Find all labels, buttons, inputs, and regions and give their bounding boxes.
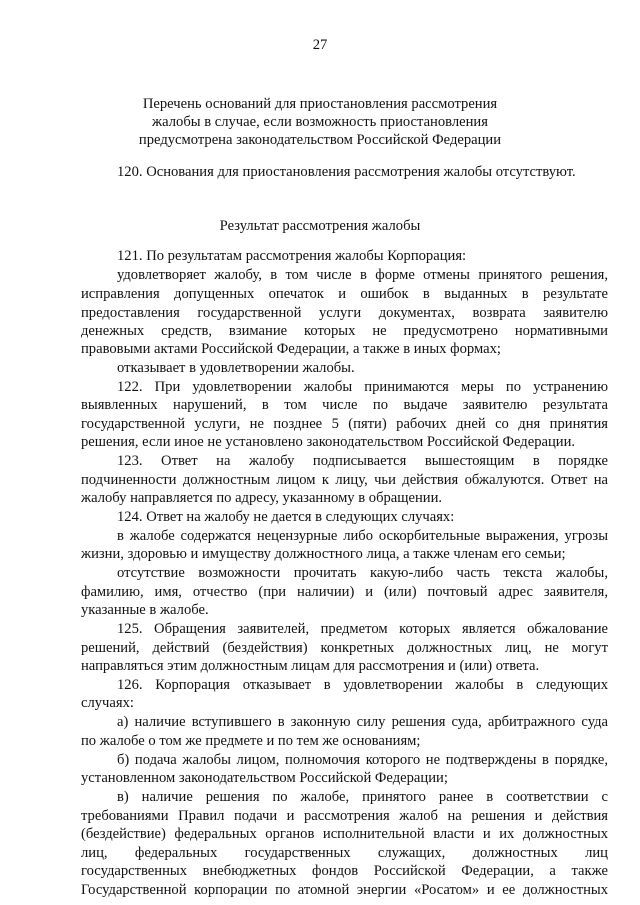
text-line: указанные в жалобе. <box>81 602 209 618</box>
text-line: установленном законодательством Российской Федерации; <box>81 770 448 786</box>
text-line: в жалобе содержатся нецензурные либо оскорбительные выражения, угрозы <box>117 528 608 544</box>
text-line: случаях: <box>81 695 134 711</box>
text-line: государственных внебюджетных фондов Российской Федерации, а также <box>81 863 608 879</box>
text-line: 123. Ответ на жалобу подписывается вышестоящим в порядке <box>117 453 608 469</box>
text-line: удовлетворяет жалобу, в том числе в форме отмены принятого решения, <box>117 267 608 283</box>
text-line: направляться этим должностным лицам для рассмотрения и (или) ответа. <box>81 658 540 674</box>
text-line: выявленных нарушений, в том числе по выдаче заявителю результата <box>81 397 608 413</box>
page-number: 27 <box>312 37 328 53</box>
text-line: Государственной корпорации по атомной энергии «Росатом» и ее должностных <box>81 882 608 898</box>
section-title: Результат рассмотрения жалобы <box>219 218 421 234</box>
text-line: лиц, федеральных государственных служащих, должностных лиц <box>81 845 608 861</box>
text-line: правовыми актами Российской Федерации, а также в иных формах; <box>81 341 501 357</box>
heading-line-3: предусмотрена законодательством Российской Федерации <box>138 132 502 148</box>
text-line: жизни, здоровью и имуществу должностного лица, а также членам его семьи; <box>81 546 566 562</box>
text-line: денежных средств, взимание которых не предусмотрено нормативными <box>81 323 608 339</box>
text-line: (бездействие) федеральных органов исполнительной власти и их должностных <box>81 826 608 842</box>
text-line: отказывает в удовлетворении жалобы. <box>117 360 355 376</box>
text-line: в) наличие решения по жалобе, принятого ранее в соответствии с <box>117 789 608 805</box>
text-line: жалобу направляется по адресу, указанному в обращении. <box>81 490 443 506</box>
text-line: б) подача жалобы лицом, полномочия которого не подтверждены в порядке, <box>117 752 608 768</box>
text-line: решения, если иное не установлено законодательством Российской Федерации. <box>81 434 576 450</box>
text-line: 126. Корпорация отказывает в удовлетворении жалобы в следующих <box>117 677 608 693</box>
text-line: решений, действий (бездействия) конкретных должностных лиц, не могут <box>81 640 608 656</box>
heading-line-1: Перечень оснований для приостановления рассмотрения <box>142 96 498 112</box>
text-line: 122. При удовлетворении жалобы принимаются меры по устранению <box>117 379 608 395</box>
text-line: 121. По результатам рассмотрения жалобы Корпорация: <box>117 248 467 264</box>
text-line: подчиненности должностным лицом к лицу, чьи действия обжалуются. Ответ на <box>81 472 608 488</box>
text-line: 124. Ответ на жалобу не дается в следующих случаях: <box>117 509 455 525</box>
text-line: 125. Обращения заявителей, предметом которых является обжалование <box>117 621 608 637</box>
text-line: фамилию, имя, отчество (при наличии) и (или) почтовый адрес заявителя, <box>81 584 608 600</box>
text-line: отсутствие возможности прочитать какую-либо часть текста жалобы, <box>117 565 608 581</box>
text-line: предоставления государственной услуги документах, возврата заявителю <box>81 305 608 321</box>
text-line: а) наличие вступившего в законную силу решения суда, арбитражного суда <box>117 714 608 730</box>
text-line: исправления допущенных опечаток и ошибок в выданных в результате <box>81 286 608 302</box>
text-line: государственной услуги, не позднее 5 (пяти) рабочих дней со дня принятия <box>81 416 608 432</box>
paragraph-120: 120. Основания для приостановления рассмотрения жалобы отсутствуют. <box>117 164 576 180</box>
text-line: требованиями Правил подачи и рассмотрения жалоб на решения и действия <box>81 808 608 824</box>
heading-line-2: жалобы в случае, если возможность приостановления <box>152 114 488 130</box>
text-line: по жалобе о том же предмете и по тем же основаниям; <box>81 733 421 749</box>
